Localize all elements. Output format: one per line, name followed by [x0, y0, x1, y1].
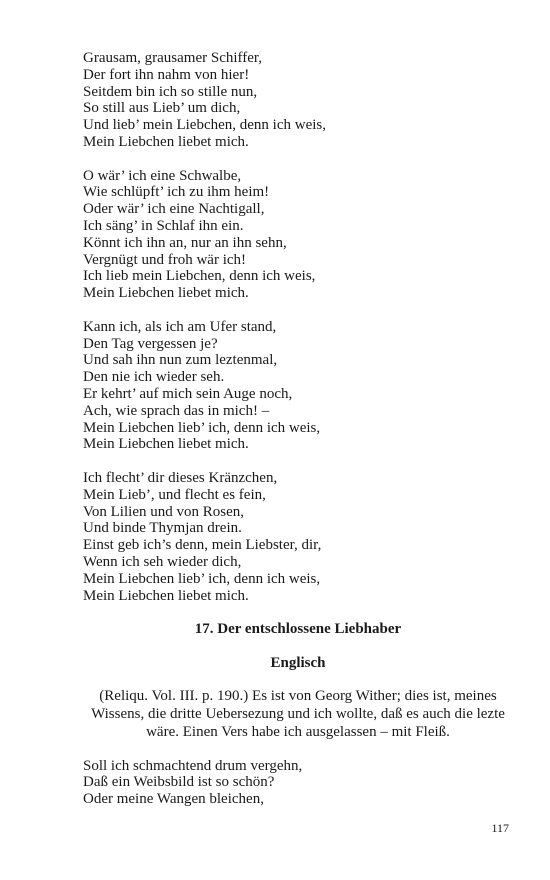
verse-line: O wär’ ich eine Schwalbe, [83, 167, 242, 184]
section-title: 17. Der entschlossene Liebhaber [194, 621, 402, 638]
intro-paragraph [83, 687, 513, 741]
stanza-4 [83, 470, 513, 604]
verse-line: Von Lilien und von Rosen, [83, 503, 244, 520]
verse-line: Den nie ich wieder seh. [83, 369, 225, 386]
intro-line: Wissens, die dritte Uebersezung und ich wollte, daß es auch die lezte [91, 705, 505, 722]
verse-line: Mein Liebchen liebet mich. [83, 285, 249, 302]
verse-line: Grausam, grausamer Schiffer, [83, 50, 263, 66]
intro-line: (Reliqu. Vol. III. p. 190.) Es ist von Georg Wither; dies ist, meines [99, 687, 497, 704]
verse-line: So still aus Lieb’ um dich, [83, 100, 241, 117]
intro-line: wäre. Einen Vers habe ich ausgelassen – mit Fleiß. [146, 723, 450, 740]
verse-line: Mein Liebchen liebet mich. [83, 436, 249, 453]
verse-line: Ich lieb mein Liebchen, denn ich weis, [83, 268, 316, 285]
poem-text [83, 50, 513, 825]
verse-line: Soll ich schmachtend drum vergehn, [83, 757, 303, 774]
verse-line: Mein Liebchen lieb’ ich, denn ich weis, [83, 419, 321, 436]
verse-line: Wenn ich seh wieder dich, [83, 553, 242, 570]
verse-line: Und binde Thymjan drein. [83, 520, 242, 537]
verse-line: Ich flecht’ dir dieses Kränzchen, [83, 469, 278, 486]
verse-line: Wie schlüpft’ ich zu ihm heim! [83, 184, 270, 201]
verse-line: Daß ein Weibsbild ist so schön? [83, 774, 275, 791]
verse-line: Der fort ihn nahm von hier! [83, 66, 250, 83]
section-subtitle: Englisch [270, 654, 326, 671]
verse-line: Oder wär’ ich eine Nachtigall, [83, 201, 265, 218]
verse-line: Ach, wie sprach das in mich! – [83, 402, 270, 419]
verse-line: Den Tag vergessen je? [83, 335, 218, 352]
verse-line: Mein Liebchen lieb’ ich, denn ich weis, [83, 570, 321, 587]
stanza-5 [83, 758, 513, 808]
verse-line: Einst geb ich’s denn, mein Liebster, dir, [83, 537, 322, 554]
verse-line: Seitdem bin ich so stille nun, [83, 83, 258, 100]
verse-line: Mein Liebchen liebet mich. [83, 587, 249, 604]
verse-line: Vergnügt und froh wär ich! [83, 251, 247, 268]
stanza-2 [83, 168, 513, 302]
verse-line: Mein Liebchen liebet mich. [83, 133, 249, 150]
verse-line: Er kehrt’ auf mich sein Auge noch, [83, 385, 293, 402]
verse-line: Könnt ich ihn an, nur an ihn sehn, [83, 234, 287, 251]
verse-line: Und lieb’ mein Liebchen, denn ich weis, [83, 117, 326, 134]
stanza-1 [83, 50, 513, 151]
verse-line: Kann ich, als ich am Ufer stand, [83, 318, 277, 335]
page-number: 117 [491, 821, 509, 835]
verse-line: Oder meine Wangen bleichen, [83, 791, 264, 808]
verse-line: Und sah ihn nun zum leztenmal, [83, 352, 278, 369]
verse-line: Ich säng’ in Schlaf ihn ein. [83, 217, 244, 234]
verse-line: Mein Lieb’, und flecht es fein, [83, 486, 266, 503]
stanza-3 [83, 319, 513, 453]
